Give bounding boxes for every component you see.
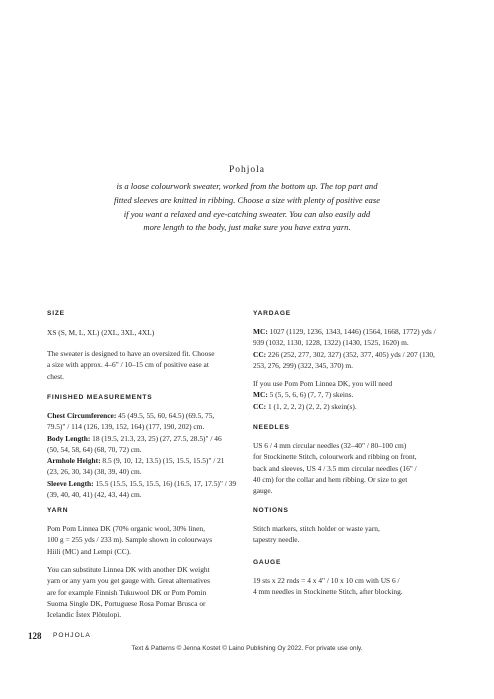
gauge-line: 19 sts x 22 rnds = 4 x 4" / 10 x 10 cm with US 6 / [253, 576, 400, 585]
measurements-heading: FINISHED MEASUREMENTS [47, 394, 153, 401]
size-note-line: a size with approx. 4–6" / 10–15 cm of positive ease at [47, 360, 209, 370]
yardage-linnea-line: If you use Pom Pom Linnea DK, you will need [253, 379, 393, 388]
measurement-sleeve: Sleeve Length: 15.5 (15.5, 15.5, 15.5, 16) (16.5, 17, 17.5)" / 39 [47, 478, 237, 488]
needles-line: US 6 / 4 mm circular needles (32–40" / 80–100 cm) [253, 441, 407, 450]
yardage-cc: CC: 226 (252, 277, 302, 327) (352, 377, 405) yds / 207 (130, [253, 349, 435, 359]
gauge-text [253, 575, 403, 598]
yardage-skeins [253, 378, 392, 412]
yarn-alt-line: yarn or any yarn you get gauge with. Great alternatives [47, 576, 210, 586]
yarn-line: 100 g = 255 yds / 233 m). Sample shown in colourways [47, 535, 213, 545]
size-note-line: chest. [47, 371, 65, 381]
needles-line: gauge. [253, 486, 273, 496]
measurements-list [47, 410, 236, 500]
copyright-notice: Text & Patterns © Jenna Kostet © Laino Publishing Oy 2022. For private use only. [131, 645, 363, 652]
running-footer-title: POHJOLA [53, 632, 91, 639]
page-number: 128 [28, 631, 42, 641]
measurement-body: Body Length: 18 (19.5, 21.3, 23, 25) (27, 27.5, 28.5)" / 46 [47, 433, 222, 443]
gauge-heading: GAUGE [253, 559, 282, 566]
yarn-line: Hiili (MC) and Lempi (CC). [47, 546, 131, 556]
yardage-cc-cont: 253, 276, 299) (322, 345, 370) m. [253, 360, 353, 370]
yarn-alternatives [47, 564, 210, 620]
page-title: Pohjola [228, 165, 266, 175]
intro-line: is a loose colourwork sweater, worked from the bottom up. The top part and [116, 181, 378, 191]
notions-heading: NOTIONS [253, 507, 289, 514]
yarn-alt-line: You can substitute Linnea DK with another DK weight [47, 565, 210, 574]
yarn-alt-line: are for example Finnish Tukuwool DK or Pom Pomin [47, 587, 207, 597]
size-list: XS (S, M, L, XL) (2XL, 3XL, 4XL) [47, 328, 155, 337]
intro-line: if you want a relaxed and eye-catching sweater. You can also easily add [123, 208, 371, 219]
yarn-text [47, 523, 212, 557]
needles-line: back and sleeves, US 4 / 3.5 mm circular needles (16" / [253, 463, 417, 473]
gauge-line: 4 mm needles in Stockinette Stitch, after blocking. [253, 587, 403, 597]
needles-line: 40 cm) for the collar and hem ribbing. Or size to get [253, 474, 408, 484]
yarn-heading: YARN [47, 507, 69, 514]
size-note-line: The sweater is designed to have an oversized fit. Choose [47, 349, 215, 358]
yarn-alt-line: Icelandic Ístex Plötulopi. [47, 610, 122, 620]
notions-text [253, 523, 380, 546]
measurement-chest: Chest Circumference: 45 (49.5, 55, 60, 64.5) (69.5, 75, [47, 411, 215, 420]
yardage-mc-skeins: MC: 5 (5, 5, 6, 6) (7, 7, 7) skeins. [253, 390, 354, 400]
intro-paragraph [100, 180, 394, 235]
needles-heading: NEEDLES [253, 424, 290, 431]
measurement-sleeve-cont: (39, 40, 40, 41) (42, 43, 44) cm. [47, 490, 142, 500]
intro-line: fitted sleeves are knitted in ribbing. Choose a size with plenty of positive ease [113, 194, 381, 205]
yardage-text [253, 326, 436, 371]
yardage-mc: MC: 1027 (1129, 1236, 1343, 1446) (1564, 1668, 1772) yds / [253, 327, 436, 336]
size-note [47, 348, 214, 382]
yardage-mc-cont: 939 (1032, 1130, 1228, 1322) (1430, 1525, 1620) m. [253, 338, 409, 348]
size-heading: SIZE [47, 310, 65, 317]
yardage-heading: YARDAGE [253, 310, 291, 317]
notions-line: Stitch markers, stitch holder or waste yarn, [253, 524, 380, 533]
needles-text [253, 440, 417, 496]
measurement-armhole: Armhole Height: 8.5 (9, 10, 12, 13.5) (15, 15.5, 15.5)" / 21 [47, 456, 225, 466]
needles-line: for Stockinette Stitch, colourwork and ribbing on front, [253, 452, 417, 462]
intro-line: more length to the body, just make sure you have extra yarn. [143, 222, 351, 233]
yarn-line: Pom Pom Linnea DK (70% organic wool, 30% linen, [47, 524, 205, 533]
measurement-chest-cont: 79.5)" / 114 (126, 139, 152, 164) (177, 190, 202) cm. [47, 422, 205, 432]
measurement-armhole-cont: (23, 26, 30, 34) (38, 39, 40) cm. [47, 467, 142, 477]
measurement-body-cont: (50, 54, 58, 64) (68, 70, 72) cm. [47, 444, 142, 454]
yardage-cc-skeins: CC: 1 (1, 2, 2, 2) (2, 2, 2) skein(s). [253, 401, 357, 411]
yarn-alt-line: Suoma Single DK, Portuguese Rosa Pomar Brusca or [47, 598, 206, 608]
notions-line: tapestry needle. [253, 535, 300, 545]
